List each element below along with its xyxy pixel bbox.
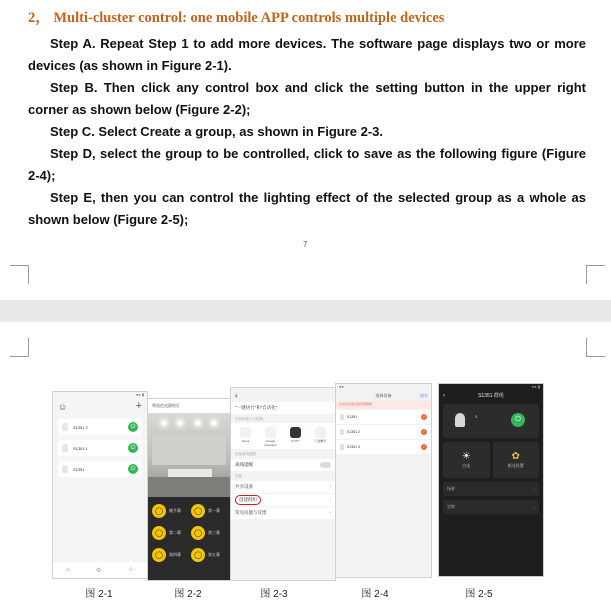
scene-tab-icon[interactable]: ⚙ bbox=[96, 567, 102, 574]
room-wall bbox=[152, 435, 226, 465]
bulb-icon bbox=[340, 444, 344, 450]
device-select-row[interactable] bbox=[336, 425, 431, 439]
home-tab-icon[interactable]: ⌂ bbox=[66, 567, 70, 573]
row-label: 定时 bbox=[447, 504, 455, 509]
chevron-right-icon: › bbox=[329, 484, 331, 490]
user-icon[interactable]: ☺ bbox=[58, 402, 68, 412]
figure-2-3-screenshot bbox=[230, 387, 336, 581]
status-bar: ●● bbox=[339, 384, 344, 389]
automation-row[interactable] bbox=[231, 402, 335, 414]
scene-button[interactable] bbox=[152, 525, 187, 541]
status-bar: ●● ▮ bbox=[531, 384, 540, 389]
screen-title: S1351 群组 bbox=[478, 393, 504, 399]
bulb-icon bbox=[62, 444, 68, 452]
share-device-label: 共享设备 bbox=[235, 484, 253, 489]
crop-mark bbox=[10, 338, 29, 357]
color-light-mode[interactable] bbox=[493, 442, 540, 478]
scene-label: 第三幕 bbox=[208, 530, 220, 535]
ceiling-light bbox=[178, 421, 182, 425]
device-card[interactable] bbox=[58, 440, 142, 456]
bulb-icon bbox=[62, 423, 68, 431]
mode-label: 白光 bbox=[462, 463, 471, 468]
profile-tab-icon[interactable]: ☺ bbox=[127, 567, 134, 573]
offline-alert-label: 离线提醒 bbox=[235, 462, 253, 467]
create-group-row[interactable] bbox=[231, 494, 335, 506]
screen-title-bar bbox=[439, 391, 543, 401]
scene-button-grid bbox=[148, 497, 230, 569]
chevron-right-icon: › bbox=[329, 497, 331, 503]
device-name: S1351 1 bbox=[73, 445, 88, 451]
automation-label: "一键执行"和"自动化" bbox=[235, 405, 278, 410]
scene-label: 晓月幕 bbox=[169, 508, 181, 513]
service-label: 天猫精灵 bbox=[314, 439, 327, 443]
power-icon[interactable]: ⏻ bbox=[128, 443, 138, 453]
white-light-mode[interactable] bbox=[443, 442, 490, 478]
scene-row[interactable] bbox=[443, 482, 539, 496]
scene-button[interactable] bbox=[152, 503, 187, 519]
figure-caption: 图 2-2 bbox=[174, 589, 202, 600]
faq-label: 常见问题与反馈 bbox=[235, 510, 267, 515]
add-icon[interactable]: + bbox=[135, 400, 142, 412]
bulb-icon: ◯ bbox=[152, 504, 166, 518]
room-floor bbox=[148, 477, 230, 497]
bulb-icon: ◯ bbox=[152, 526, 166, 540]
device-select-row[interactable] bbox=[336, 440, 431, 454]
row-label: 场景 bbox=[447, 486, 455, 491]
page-separator bbox=[0, 300, 611, 322]
google-assistant-icon bbox=[265, 427, 276, 438]
service-label: Google Assistant bbox=[264, 439, 277, 447]
group-power-card bbox=[443, 404, 539, 438]
device-name: S1351 3 bbox=[347, 445, 361, 449]
figure-2-4-screenshot bbox=[335, 383, 432, 578]
third-party-services bbox=[231, 423, 335, 449]
save-button[interactable]: 保存 bbox=[420, 393, 428, 398]
scene-button[interactable] bbox=[191, 503, 226, 519]
crop-mark bbox=[586, 265, 605, 284]
alexa-service[interactable] bbox=[237, 427, 255, 447]
tmall-genie-icon bbox=[315, 427, 326, 438]
service-label: Alexa bbox=[241, 439, 250, 443]
bulb-icon bbox=[455, 413, 465, 427]
power-icon[interactable]: ⏻ bbox=[128, 464, 138, 474]
chevron-right-icon: › bbox=[533, 504, 535, 510]
step-e-paragraph: Step E, then you can control the lighting effect of the selected group as a whole as shown below (Figure 2-5); bbox=[28, 190, 586, 227]
scene-label: 第四幕 bbox=[169, 552, 181, 557]
check-icon[interactable]: ✓ bbox=[422, 429, 426, 434]
mode-label: 彩光设置 bbox=[507, 463, 524, 468]
document-page-top bbox=[0, 0, 611, 300]
screen-header: 带黑色光源的灯 bbox=[148, 399, 230, 413]
power-icon[interactable]: ⏻ bbox=[511, 413, 525, 427]
scene-button[interactable] bbox=[191, 525, 226, 541]
figure-2-1-screenshot bbox=[52, 391, 148, 579]
crop-mark bbox=[10, 265, 29, 284]
scene-label: 第五幕 bbox=[208, 552, 220, 557]
offline-alert-toggle[interactable] bbox=[320, 462, 331, 468]
ceiling-light bbox=[196, 421, 200, 425]
section-label: 设备离线通知 bbox=[235, 452, 256, 456]
chevron-right-icon: › bbox=[329, 510, 331, 516]
bulb-icon: ◯ bbox=[191, 526, 205, 540]
device-name: S1351 2 bbox=[73, 424, 88, 430]
device-select-row[interactable] bbox=[336, 410, 431, 424]
alexa-icon bbox=[240, 427, 251, 438]
device-card[interactable] bbox=[58, 419, 142, 435]
figure-caption: 图 2-4 bbox=[361, 589, 389, 600]
service-label: IFTTT bbox=[291, 439, 300, 443]
check-icon[interactable]: ✓ bbox=[422, 444, 426, 449]
scene-button[interactable] bbox=[191, 547, 226, 563]
app-top-bar bbox=[53, 400, 147, 414]
tmall-genie-service[interactable] bbox=[312, 427, 330, 447]
chevron-right-icon: › bbox=[329, 405, 331, 411]
figure-2-2-screenshot bbox=[147, 398, 231, 581]
ifttt-icon bbox=[290, 427, 301, 438]
screen-title-bar bbox=[336, 391, 431, 401]
body-text bbox=[28, 33, 586, 231]
bulb-icon bbox=[340, 414, 344, 420]
palette-icon: ✿ bbox=[511, 451, 520, 462]
step-c-paragraph: Step C. Select Create a group, as shown in Figure 2-3. bbox=[50, 124, 384, 139]
step-b-paragraph: Step B. Then click any control box and click the setting button in the upper right corner as shown below (Figure 2-2); bbox=[28, 80, 586, 117]
bulb-icon: ◯ bbox=[152, 548, 166, 562]
crop-mark bbox=[586, 338, 605, 357]
section-label: 其他 bbox=[235, 474, 242, 478]
chevron-right-icon: › bbox=[533, 486, 535, 492]
bottom-tab-bar bbox=[53, 562, 147, 578]
offline-alert-row bbox=[231, 459, 335, 471]
section-heading: 2， Multi-cluster control: one mobile APP controls multiple devices bbox=[28, 10, 445, 26]
ifttt-service[interactable] bbox=[287, 427, 305, 447]
bulb-icon: ◯ bbox=[191, 504, 205, 518]
section-label: 支持的第三方控制 bbox=[235, 417, 263, 421]
power-icon[interactable]: ⏻ bbox=[128, 422, 138, 432]
brightness-value: 3 bbox=[475, 414, 478, 419]
bulb-icon: ◯ bbox=[191, 548, 205, 562]
check-icon[interactable]: ✓ bbox=[422, 414, 426, 419]
step-d-paragraph: Step D, select the group to be controlled, click to save as the following figure (Figure 2-4); bbox=[28, 146, 586, 183]
ceiling-light bbox=[212, 421, 216, 425]
device-name: S1351 bbox=[73, 466, 85, 472]
google-assistant-service[interactable] bbox=[262, 427, 280, 447]
faq-row[interactable] bbox=[231, 507, 335, 519]
screen-title: 选择设备 bbox=[375, 393, 392, 398]
create-group-label: 创建群组 bbox=[235, 495, 261, 505]
room-photo bbox=[148, 413, 230, 497]
figure-caption: 图 2-3 bbox=[260, 589, 288, 600]
scene-label: 第二幕 bbox=[169, 530, 181, 535]
back-icon[interactable]: ‹ bbox=[443, 393, 445, 399]
device-card[interactable] bbox=[58, 461, 142, 477]
status-bar: ●● ▮ bbox=[135, 392, 144, 397]
bulb-icon bbox=[340, 429, 344, 435]
figure-2-5-screenshot bbox=[438, 383, 544, 577]
page-number: 7 bbox=[303, 240, 308, 249]
figure-caption: 图 2-5 bbox=[465, 589, 493, 600]
scene-label: 第一幕 bbox=[208, 508, 220, 513]
scene-button[interactable] bbox=[152, 547, 187, 563]
step-a-paragraph: Step A. Repeat Step 1 to add more devices. The software page displays two or more devices (as shown in Figure 2-1). bbox=[28, 36, 586, 73]
bulb-icon bbox=[62, 465, 68, 473]
device-name: S1351 2 bbox=[347, 430, 361, 434]
timer-row[interactable] bbox=[443, 500, 539, 514]
device-name: S1351 bbox=[347, 415, 358, 419]
ceiling-light bbox=[162, 421, 166, 425]
sun-icon: ☀ bbox=[461, 451, 471, 462]
info-banner: 仅支持同类设备创建群组 bbox=[336, 401, 431, 409]
share-device-row[interactable] bbox=[231, 481, 335, 493]
back-icon[interactable]: ‹ bbox=[235, 391, 238, 400]
mode-cards bbox=[443, 442, 539, 478]
figure-caption: 图 2-1 bbox=[85, 589, 113, 600]
